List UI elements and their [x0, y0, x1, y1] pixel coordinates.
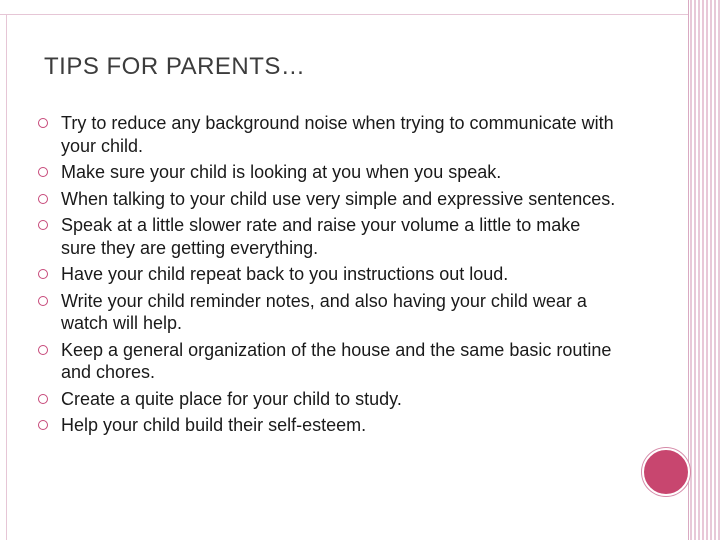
tip-text: Create a quite place for your child to study.	[61, 388, 402, 409]
ring-bullet-icon	[38, 269, 48, 279]
list-item	[38, 263, 618, 286]
slide-frame-left	[6, 14, 7, 540]
list-item	[38, 414, 618, 437]
tip-text: Help your child build their self-esteem.	[61, 415, 367, 435]
list-item	[38, 112, 618, 157]
ring-bullet-icon	[38, 296, 48, 306]
tip-text: When talking to your child use very simple and expressive sentences.	[61, 188, 616, 209]
decorative-stripes	[688, 0, 720, 540]
tip-text: Keep a general organization of the house and the same basic routine and chores.	[61, 339, 612, 382]
ring-bullet-icon	[38, 118, 48, 128]
tips-list	[38, 112, 618, 441]
ring-bullet-icon	[38, 420, 48, 430]
ring-bullet-icon	[38, 220, 48, 230]
ring-bullet-icon	[38, 345, 48, 355]
tip-text: Speak at a little slower rate and raise your volume a little to make sure they are getting everything.	[61, 215, 581, 258]
tip-text: Make sure your child is looking at you when you speak.	[61, 162, 502, 182]
tip-text: Write your child reminder notes, and also having your child wear a watch will help.	[61, 290, 587, 333]
ring-bullet-icon	[38, 167, 48, 177]
slide-title: TIPS FOR PARENTS…	[44, 53, 306, 80]
slide-frame-top	[0, 0, 688, 15]
tip-text: Try to reduce any background noise when trying to communicate with your child.	[61, 113, 614, 156]
list-item	[38, 161, 618, 184]
pink-circle-icon	[642, 448, 690, 496]
list-item	[38, 214, 618, 259]
tip-text: Have your child repeat back to you instructions out loud.	[61, 264, 509, 284]
list-item	[38, 188, 618, 211]
ring-bullet-icon	[38, 394, 48, 404]
stripes-edge-line	[688, 0, 689, 540]
list-item	[38, 339, 618, 384]
list-item	[38, 290, 618, 335]
list-item	[38, 388, 618, 411]
ring-bullet-icon	[38, 194, 48, 204]
